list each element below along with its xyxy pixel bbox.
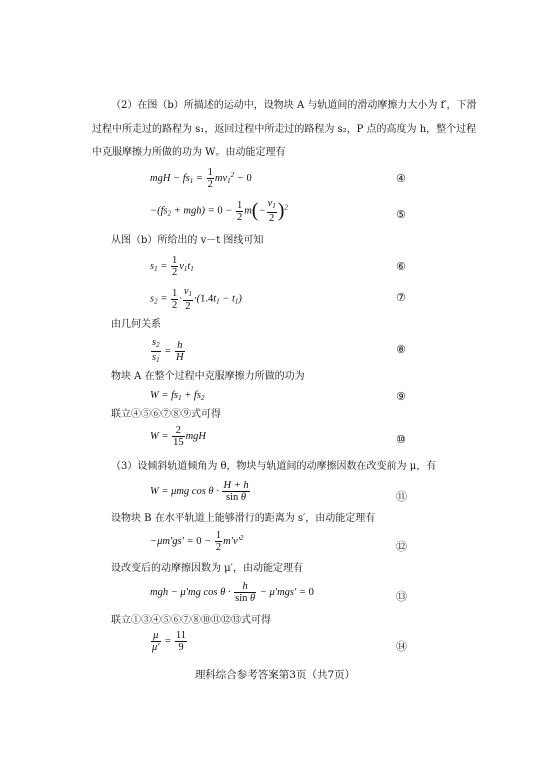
work-total-text: 物块 A 在整个过程中克服摩擦力所做的功为 bbox=[111, 371, 305, 382]
equation-13: mgh − μ′mg cos θ · $\frac{h}{\text{sin θ}}$ − μ′mgs′ = 0 bbox=[150, 581, 314, 604]
part2-line1: （2）在图（b）所描述的运动中，设物块 A 与轨道间的滑动摩擦力大小为 f′，下滑 bbox=[111, 100, 477, 111]
equation-8: $\frac{s_2}{s_1}$ = $\frac{h}{H}$ bbox=[152, 337, 184, 364]
equation-number-10: ⑩ bbox=[396, 433, 406, 446]
combine-text-2: 联立①③④⑤⑥⑦⑧⑩⑪⑫⑬式可得 bbox=[111, 615, 271, 626]
combine-text-1: 联立④⑤⑥⑦⑧⑨式可得 bbox=[111, 409, 221, 420]
geometry-text: 由几何关系 bbox=[111, 319, 161, 330]
part2-line2: 过程中所走过的路程为 s₁，返回过程中所走过的路程为 s₂，P 点的高度为 h，整个过程 bbox=[92, 124, 477, 135]
equation-14: $\frac{\mu}{\mu'}$ = $\frac{11}{9}$ bbox=[152, 630, 187, 653]
part2-line3: 中克服摩擦力所做的功为 W。由动能定理有 bbox=[92, 147, 286, 158]
changed-text: 设改变后的动摩擦因数为 μ′，由动能定理有 bbox=[111, 563, 303, 574]
equation-number-12: ⑫ bbox=[396, 540, 407, 553]
equation-7: $s_2$ = $\frac{1}{2}$ · $\frac{v_1}{2}$ $\cdot(1.4t_1 - t_1)$ bbox=[150, 286, 242, 312]
page-footer: 理科综合参考答案第3页（共7页） bbox=[194, 669, 356, 681]
equation-number-14: ⑭ bbox=[396, 640, 407, 653]
equation-number-13: ⑬ bbox=[396, 590, 407, 603]
equation-6: $s_1$ = $\frac{1}{2}$ $v_1t_1$ bbox=[150, 255, 194, 278]
equation-number-11: ⑪ bbox=[396, 490, 407, 503]
equation-12: −μm′gs′ = 0 − $\frac{1}{2}$ $m'v'^2$ bbox=[150, 530, 244, 553]
equation-4: mgH − $fs_1$ = $\frac{1}{2}$ $mv_1^2 - 0$ bbox=[150, 167, 252, 190]
from-graph-text: 从图（b）所给出的 v－t 图线可知 bbox=[111, 235, 264, 246]
equation-number-4: ④ bbox=[396, 172, 406, 185]
equation-5: $-(fs_2 + mgh) = 0$ − $\frac{1}{2}$ m(− $\frac{v_1}{2}$ )$^2$ bbox=[150, 198, 288, 224]
equation-11: W = μmg cos θ · $\frac{H + h}{\text{sin θ}}$ bbox=[150, 480, 249, 503]
equation-10: W = $\frac{2}{15}$ mgH bbox=[150, 425, 207, 448]
slide-text: 设物块 B 在水平轨道上能够滑行的距离为 s′，由动能定理有 bbox=[111, 513, 376, 524]
equation-number-7: ⑦ bbox=[396, 291, 406, 304]
equation-number-6: ⑥ bbox=[396, 260, 406, 273]
equation-number-5: ⑤ bbox=[396, 208, 406, 221]
equation-number-8: ⑧ bbox=[396, 343, 406, 356]
part3-line1: （3）设倾斜轨道倾角为 θ，物块与轨道间的动摩擦因数在改变前为 μ，有 bbox=[111, 461, 437, 472]
equation-9: $W = fs_1 + fs_2$ bbox=[150, 390, 205, 402]
equation-number-9: ⑨ bbox=[396, 390, 406, 403]
